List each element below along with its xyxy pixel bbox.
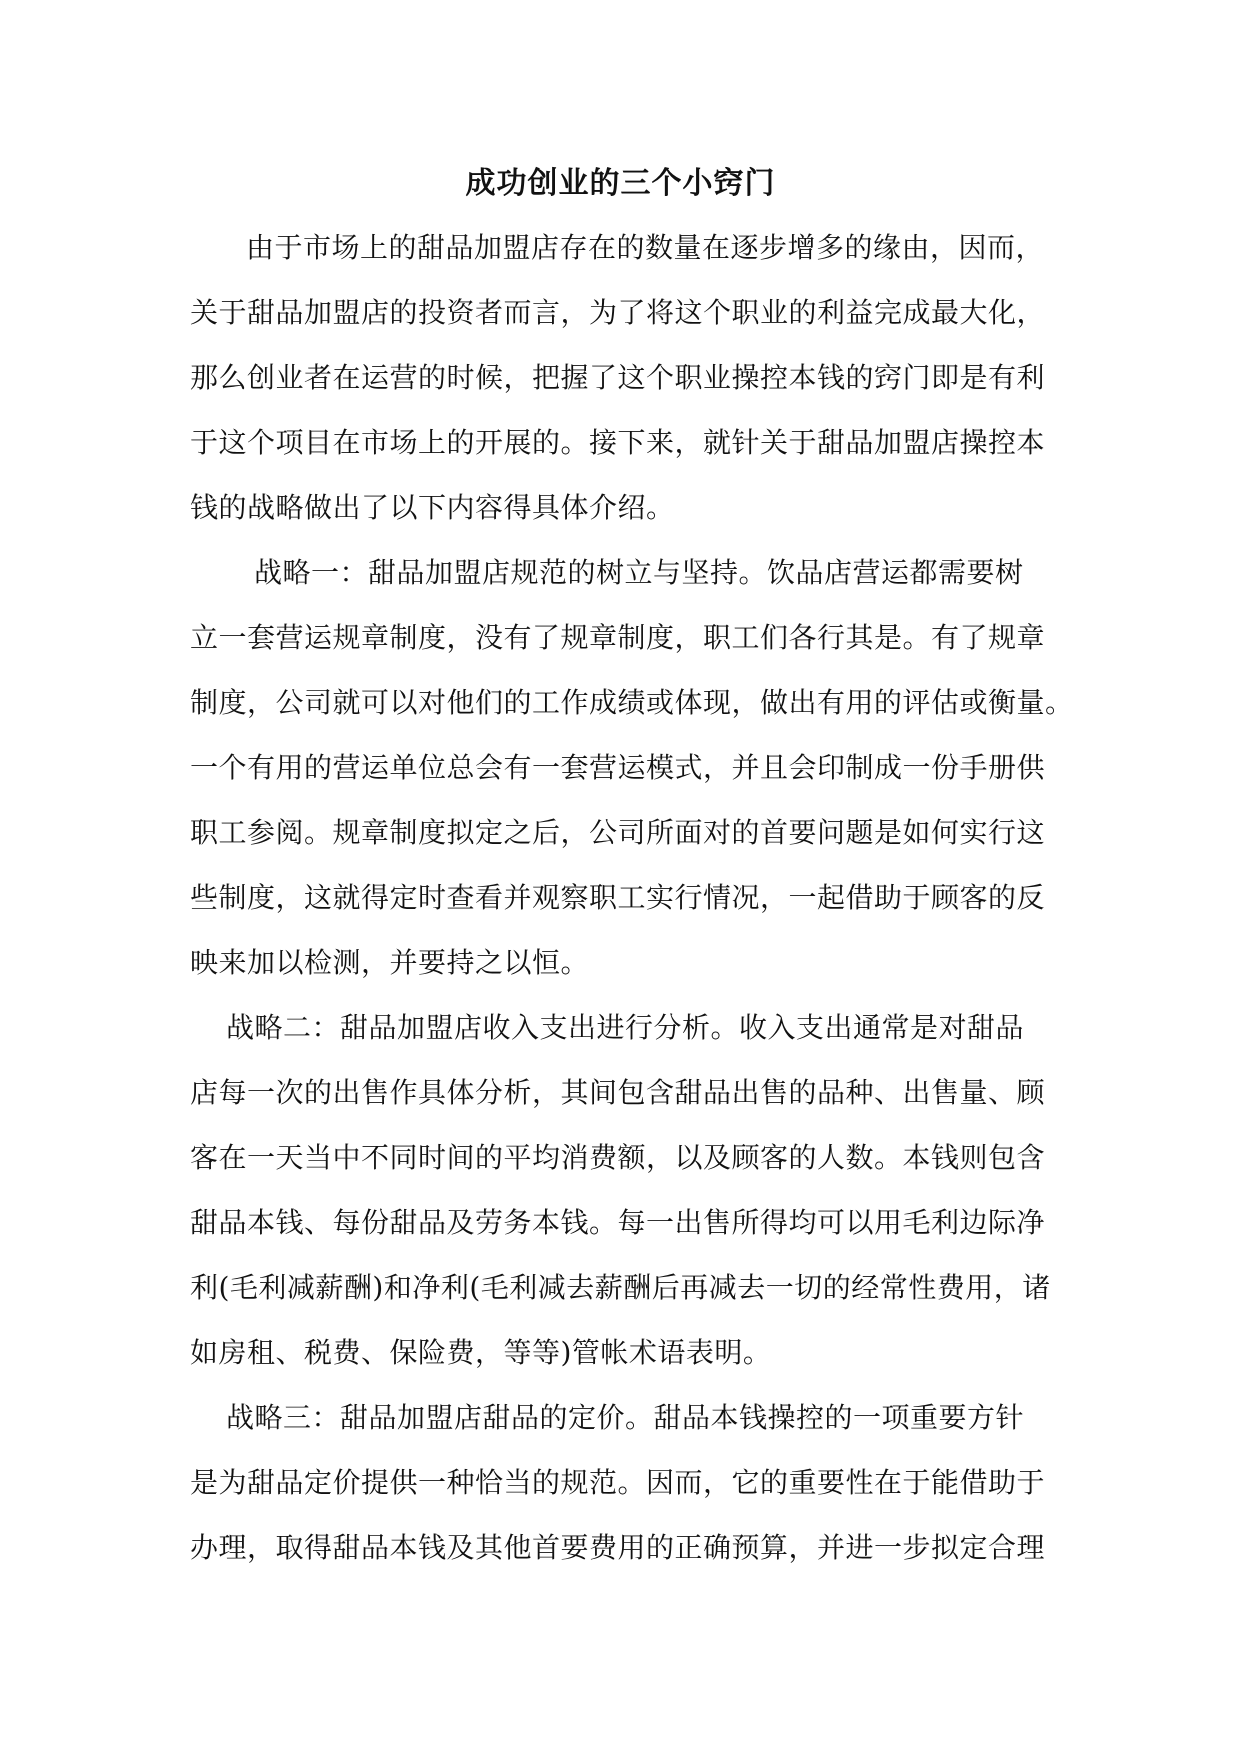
text-line: 关于甜品加盟店的投资者而言，为了将这个职业的利益完成最大化，	[190, 296, 1046, 329]
text-line: 那么创业者在运营的时候，把握了这个职业操控本钱的窍门即是有利	[190, 361, 1046, 394]
text-line: 是为甜品定价提供一种恰当的规范。因而，它的重要性在于能借助于	[190, 1466, 1046, 1499]
text-line: 利(毛利减薪酬)和净利(毛利减去薪酬后再减去一切的经常性费用，诸	[190, 1271, 1051, 1304]
text-line: 些制度，这就得定时查看并观察职工实行情况，一起借助于顾客的反	[190, 881, 1046, 914]
text-line: 职工参阅。规章制度拟定之后，公司所面对的首要问题是如何实行这	[190, 816, 1046, 849]
text-line: 钱的战略做出了以下内容得具体介绍。	[190, 491, 675, 524]
text-line: 制度，公司就可以对他们的工作成绩或体现，做出有用的评估或衡量。	[190, 686, 1074, 719]
text-line: 映来加以检测，并要持之以恒。	[190, 946, 590, 979]
text-line: 甜品本钱、每份甜品及劳务本钱。每一出售所得均可以用毛利边际净	[190, 1206, 1046, 1239]
text-line: 战略一：甜品加盟店规范的树立与坚持。饮品店营运都需要树	[254, 556, 1024, 589]
text-line: 战略二：甜品加盟店收入支出进行分析。收入支出通常是对甜品	[226, 1011, 1025, 1044]
text-line: 战略三：甜品加盟店甜品的定价。甜品本钱操控的一项重要方针	[226, 1401, 1025, 1434]
text-line: 客在一天当中不同时间的平均消费额，以及顾客的人数。本钱则包含	[190, 1141, 1046, 1174]
text-line: 店每一次的出售作具体分析，其间包含甜品出售的品种、出售量、顾	[190, 1076, 1046, 1109]
text-line: 立一套营运规章制度，没有了规章制度，职工们各行其是。有了规章	[190, 621, 1046, 654]
text-line: 于这个项目在市场上的开展的。接下来，就针关于甜品加盟店操控本	[190, 426, 1046, 459]
document-title: 成功创业的三个小窍门	[465, 166, 776, 201]
text-line: 由于市场上的甜品加盟店存在的数量在逐步增多的缘由，因而，	[246, 231, 1045, 264]
text-line: 如房租、税费、保险费，等等)管帐术语表明。	[190, 1336, 772, 1369]
document-body	[190, 228, 1074, 1593]
text-line: 办理，取得甜品本钱及其他首要费用的正确预算，并进一步拟定合理	[190, 1531, 1046, 1564]
text-line: 一个有用的营运单位总会有一套营运模式，并且会印制成一份手册供	[190, 751, 1046, 784]
